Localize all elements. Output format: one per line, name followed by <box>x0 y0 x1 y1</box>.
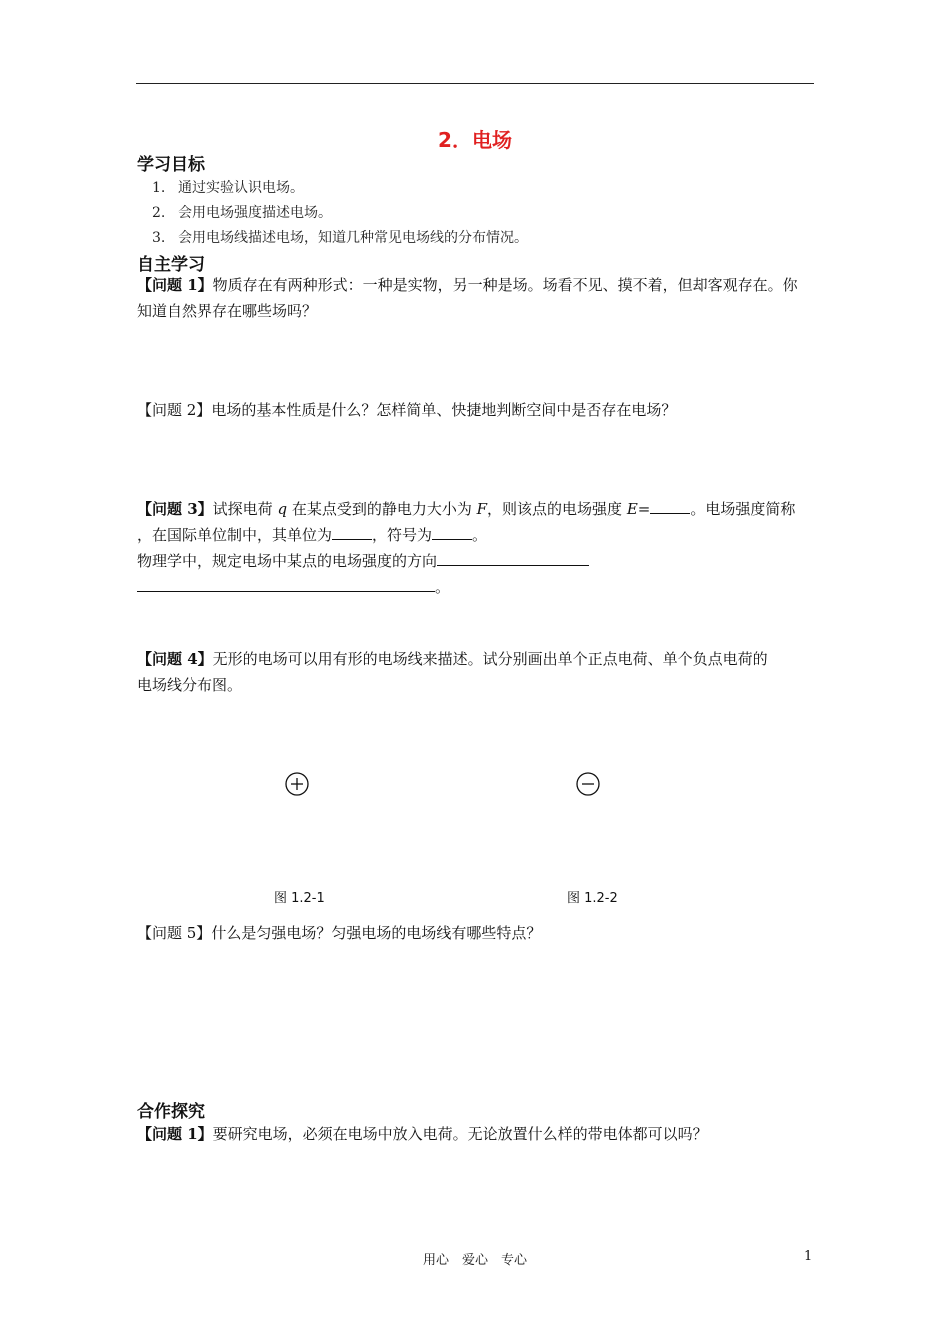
question-text: 在某点受到的静电力大小为 <box>287 500 477 518</box>
question-label: 【问题 3】 <box>137 500 213 518</box>
goals-heading: 学习目标 <box>137 155 205 175</box>
question-text: 。电场强度简称 <box>690 500 796 518</box>
question-text: 。 <box>435 578 451 596</box>
self-study-heading: 自主学习 <box>137 255 205 275</box>
question-label: 【问题 1】 <box>137 276 213 294</box>
answer-blank-field-strength[interactable] <box>650 497 690 514</box>
question-text: 物质存在有两种形式：一种是实物，另一种是场。场看不见、摸不着，但却客观存在。你 <box>212 276 798 294</box>
question-text: 试探电荷 <box>212 500 278 518</box>
negative-charge-icon <box>576 772 600 796</box>
goal-text: 会用电场强度描述电场。 <box>178 205 332 221</box>
question-text: 什么是匀强电场？匀强电场的电场线有哪些特点？ <box>211 924 542 942</box>
question-text-continued: 知道自然界存在哪些场吗？ <box>137 302 318 320</box>
question-text: 。 <box>472 526 488 544</box>
question-2 <box>137 397 817 423</box>
coop-heading: 合作探究 <box>137 1102 205 1122</box>
question-label: 【问题 2】 <box>137 401 212 419</box>
variable-f: F <box>476 500 488 518</box>
positive-charge-icon <box>285 772 309 796</box>
goal-text: 会用电场线描述电场，知道几种常见电场线的分布情况。 <box>178 230 528 246</box>
answer-blank-direction[interactable] <box>437 549 589 566</box>
variable-q: q <box>277 500 288 518</box>
question-4 <box>137 646 817 698</box>
page-footer: 用心 爱心 专心 <box>422 1253 527 1268</box>
question-text: 电场的基本性质是什么？怎样简单、快捷地判断空间中是否存在电场？ <box>211 401 677 419</box>
goal-text: 通过实验认识电场。 <box>178 180 304 196</box>
question-5 <box>137 920 817 946</box>
goal-number: 2. <box>152 205 166 221</box>
question-1 <box>137 272 817 324</box>
question-text: 物理学中，规定电场中某点的电场强度的方向 <box>137 552 438 570</box>
question-text: ，在国际单位制中，其单位为 <box>137 526 333 544</box>
goal-item-3 <box>152 227 528 247</box>
answer-blank-symbol[interactable] <box>432 523 472 540</box>
answer-blank-direction-continued[interactable] <box>137 575 435 592</box>
question-text: 要研究电场，必须在电场中放入电荷。无论放置什么样的带电体都可以吗？ <box>212 1125 708 1143</box>
question-label: 【问题 4】 <box>137 650 213 668</box>
figure-caption-1: 图 1.2-1 <box>274 891 325 906</box>
question-text: 无形的电场可以用有形的电场线来描述。试分别画出单个正点电荷、单个负点电荷的 <box>212 650 768 668</box>
page-title: 2．电场 <box>438 128 512 152</box>
figure-caption-2: 图 1.2-2 <box>567 891 618 906</box>
question-text: ，则该点的电场强度 <box>487 500 627 518</box>
question-label: 【问题 1】 <box>137 1125 213 1143</box>
goal-item-2 <box>152 202 332 222</box>
question-label: 【问题 5】 <box>137 924 212 942</box>
goal-number: 1. <box>152 180 166 196</box>
coop-question-1 <box>137 1121 817 1147</box>
question-text: ，符号为 <box>372 526 433 544</box>
question-text-continued: 电场线分布图。 <box>137 676 243 694</box>
variable-e: E= <box>626 500 651 518</box>
header-rule <box>136 83 814 84</box>
answer-blank-unit[interactable] <box>332 523 372 540</box>
goal-item-1 <box>152 177 304 197</box>
question-3 <box>137 496 817 600</box>
page-number: 1 <box>804 1249 813 1264</box>
goal-number: 3. <box>152 230 166 246</box>
